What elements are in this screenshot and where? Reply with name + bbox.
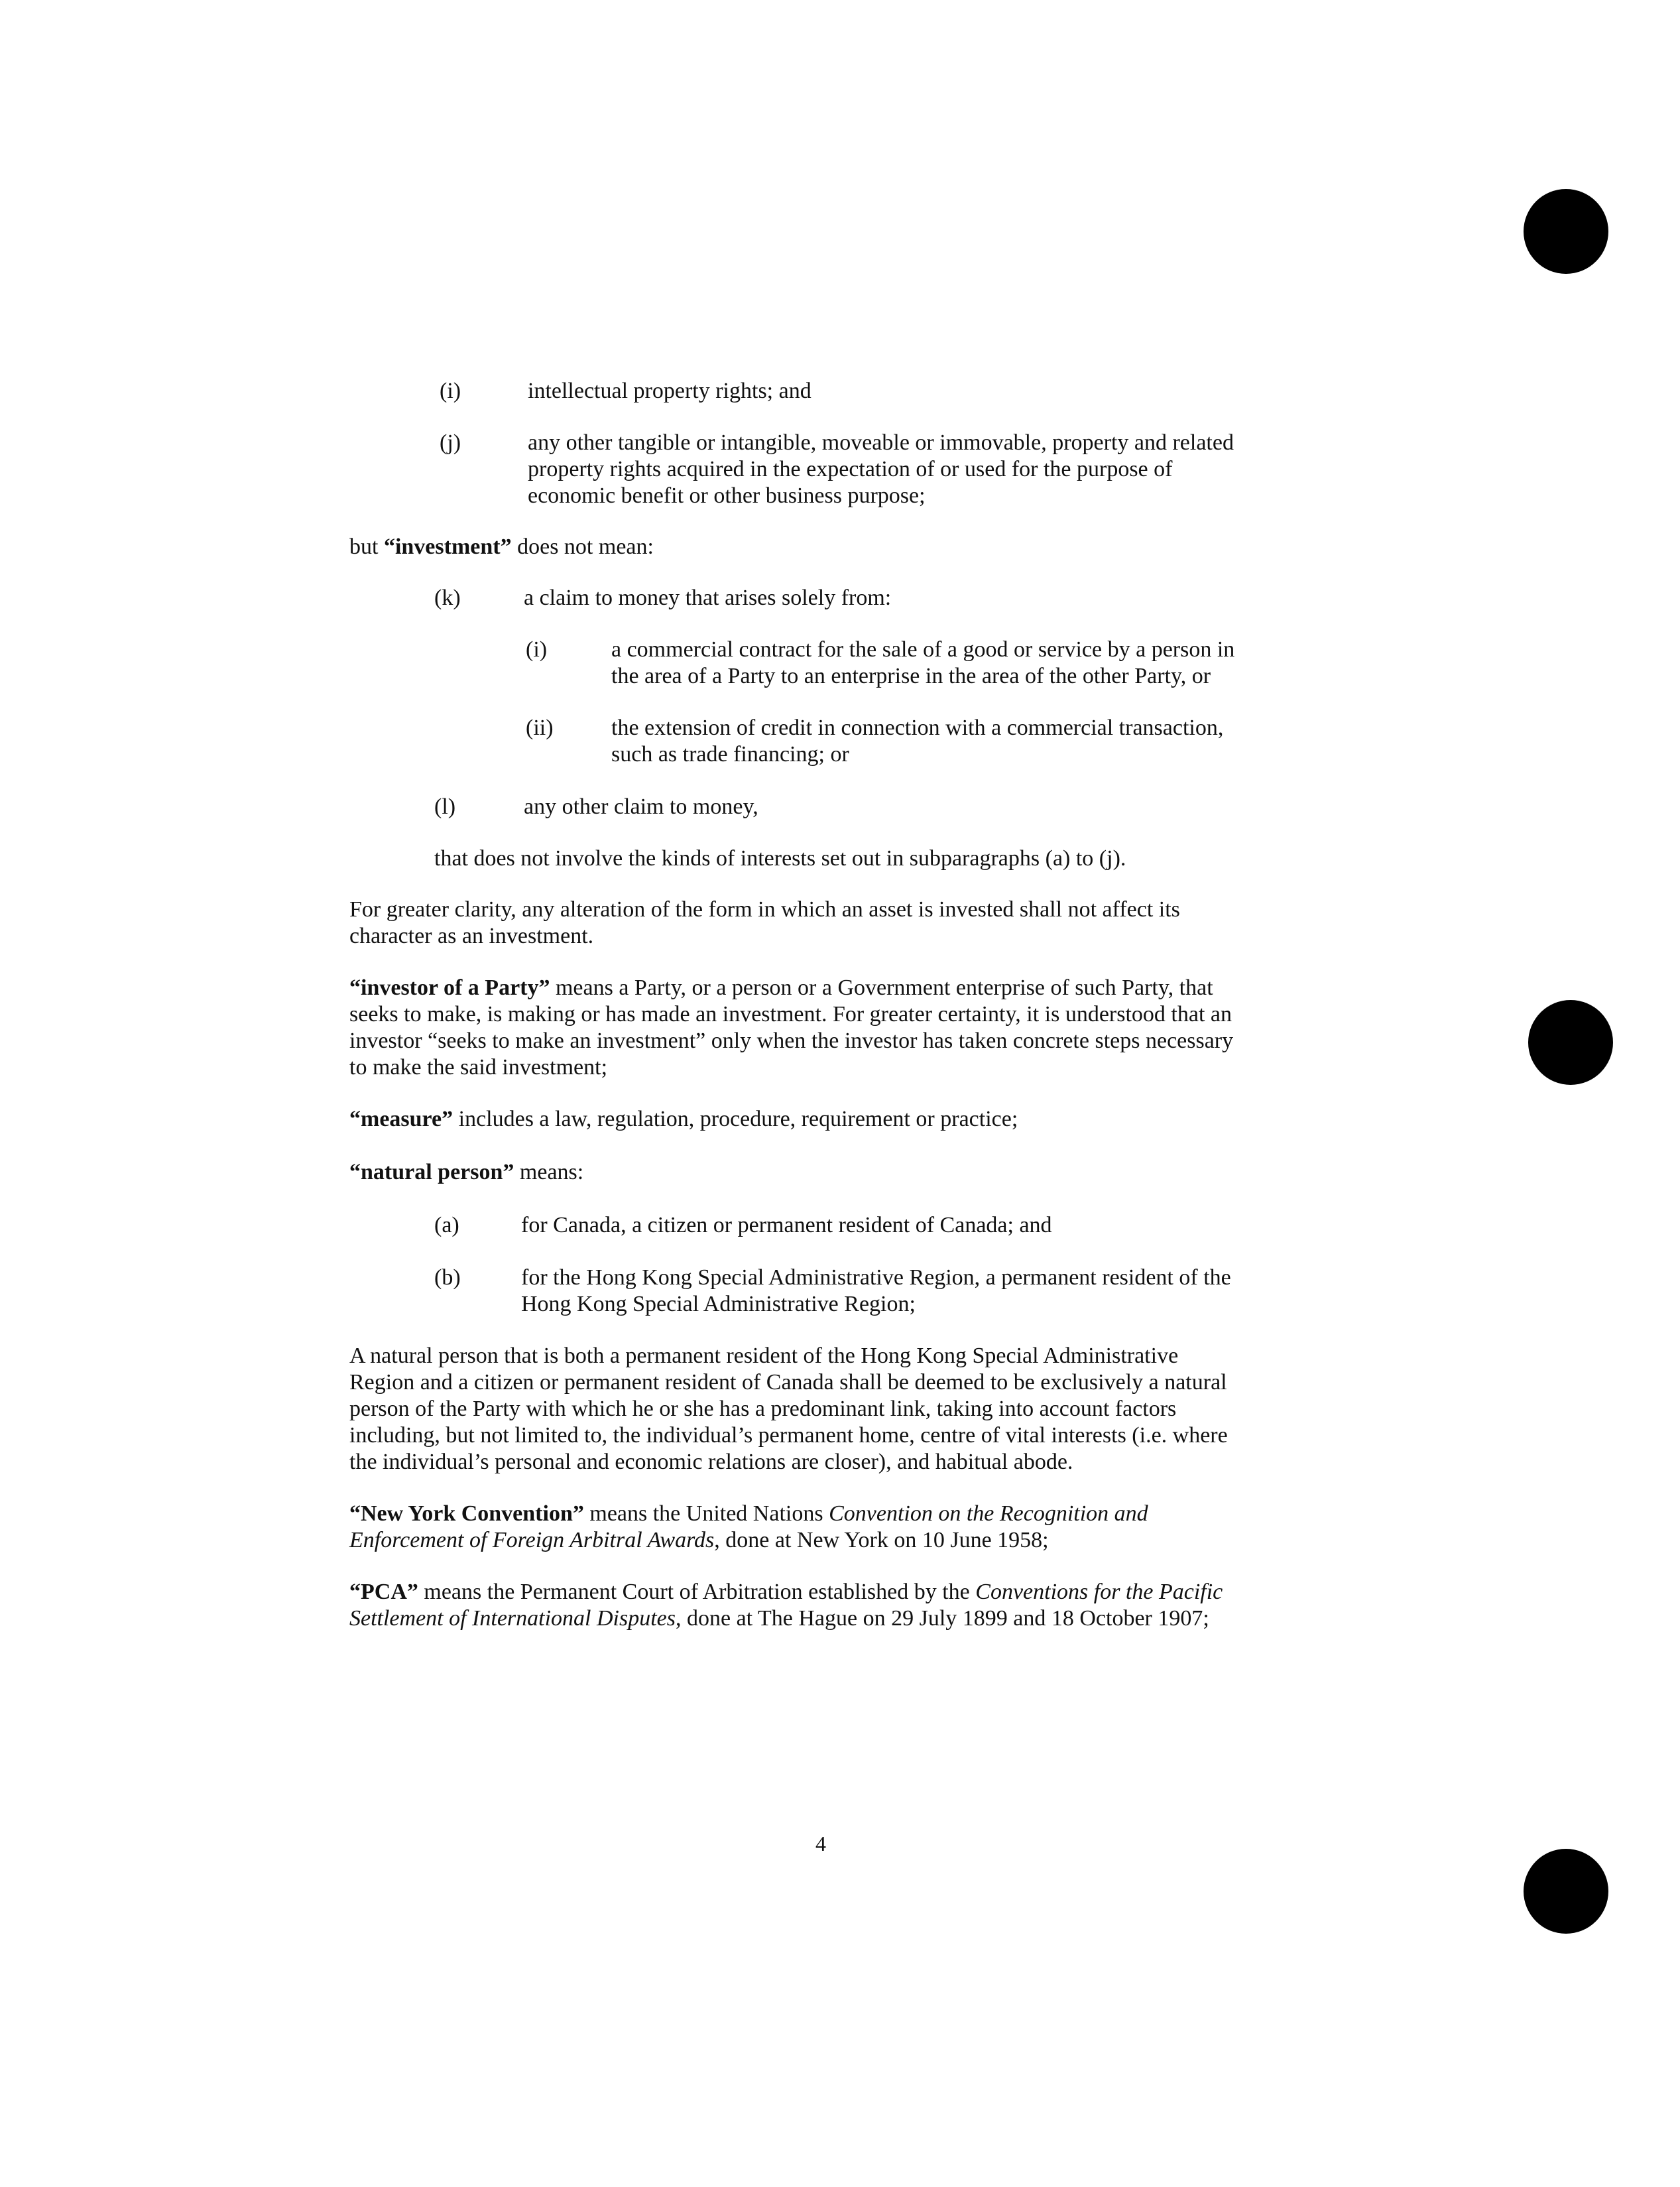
subitem-ii-line: such as trade financing; or: [611, 742, 849, 767]
subitem-i-line: a commercial contract for the sale of a good or service by a person in: [611, 637, 1235, 662]
item-k-label: (k): [434, 586, 461, 610]
investor-definition-first-line: [349, 975, 1213, 1001]
item-j-line: property rights acquired in the expectation of or used for the purpose of: [528, 457, 1173, 481]
item-k-text: a claim to money that arises solely from:: [524, 586, 892, 610]
measure-def-rest: includes a law, regulation, procedure, requirement or practice;: [453, 1107, 1018, 1131]
subitem-ii-label: (ii): [526, 716, 554, 740]
np-paragraph-line: the individual’s personal and economic relations are closer), and habitual abode.: [349, 1450, 1073, 1474]
investment-term: “investment”: [383, 534, 512, 559]
item-i-text: intellectual property rights; and: [528, 379, 811, 403]
item-l-label: (l): [434, 794, 456, 819]
subitem-i-label: (i): [526, 637, 548, 662]
ny-convention-plain-2: , done at New York on 10 June 1958;: [714, 1528, 1049, 1552]
investor-definition-line: investor “seeks to make an investment” only when the investor has taken concrete steps necessary: [349, 1029, 1234, 1053]
np-item-a-text: for Canada, a citizen or permanent resident of Canada; and: [521, 1213, 1052, 1237]
pca-italic-2: Settlement of International Disputes: [349, 1606, 676, 1631]
item-j-line: economic benefit or other business purpose;: [528, 483, 926, 508]
punch-hole-bottom: [1524, 1849, 1608, 1934]
investor-definition-line: seeks to make, is making or has made an investment. For greater certainty, it is understood that an: [349, 1002, 1232, 1027]
np-paragraph-line: Region and a citizen or permanent resident of Canada shall be deemed to be exclusively a natural: [349, 1370, 1227, 1395]
pca-plain-1: means the Permanent Court of Arbitration established by the: [418, 1580, 976, 1604]
item-j-label: (j): [440, 430, 461, 455]
measure-definition: [349, 1106, 1018, 1133]
greater-clarity-line: For greater clarity, any alteration of the form in which an asset is invested shall not affect its: [349, 897, 1180, 922]
ny-convention-term: “New York Convention”: [349, 1501, 584, 1526]
pca-term: “PCA”: [349, 1580, 418, 1604]
pca-line-1: [349, 1579, 1223, 1605]
punch-hole-middle: [1528, 1000, 1613, 1085]
np-paragraph-line: person of the Party with which he or she has a predominant link, taking into account factors: [349, 1397, 1177, 1421]
np-paragraph-line: including, but not limited to, the individual’s permanent home, centre of vital interests (i.e. where: [349, 1423, 1228, 1448]
subitem-i-line: the area of a Party to an enterprise in the area of the other Party, or: [611, 664, 1211, 688]
ny-convention-plain-1: means the United Nations: [583, 1501, 829, 1526]
item-i-label: (i): [440, 379, 461, 403]
but-text: but: [349, 534, 384, 559]
ny-convention-italic-2: Enforcement of Foreign Arbitral Awards: [349, 1528, 715, 1552]
investor-term: “investor of a Party”: [349, 975, 550, 1000]
greater-clarity-line: character as an investment.: [349, 924, 594, 948]
measure-term: “measure”: [349, 1107, 453, 1131]
natural-person-definition: [349, 1159, 583, 1186]
natural-person-def-rest: means:: [514, 1160, 584, 1184]
subitem-ii-line: the extension of credit in connection with a commercial transaction,: [611, 716, 1224, 740]
natural-person-term: “natural person”: [349, 1160, 514, 1184]
item-j-line: any other tangible or intangible, moveable or immovable, property and related: [528, 430, 1234, 455]
np-item-b-line: Hong Kong Special Administrative Region;: [521, 1292, 916, 1316]
ny-convention-line-1: [349, 1501, 1148, 1527]
np-item-b-line: for the Hong Kong Special Administrative Region, a permanent resident of the: [521, 1265, 1231, 1290]
np-paragraph-line: A natural person that is both a permanent resident of the Hong Kong Special Administrative: [349, 1343, 1179, 1368]
does-not-mean-text: does not mean:: [511, 534, 654, 559]
not-involve-text: that does not involve the kinds of interests set out in subparagraphs (a) to (j).: [434, 846, 1126, 871]
np-item-a-label: (a): [434, 1213, 459, 1237]
investor-def-first-rest: means a Party, or a person or a Government enterprise of such Party, that: [550, 975, 1213, 1000]
investment-exclusion-intro: [349, 534, 654, 560]
investor-definition-line: to make the said investment;: [349, 1055, 608, 1080]
page-number: 4: [815, 1832, 826, 1855]
pca-italic-1: Conventions for the Pacific: [975, 1580, 1223, 1604]
ny-convention-line-2: [349, 1527, 1049, 1554]
item-l-text: any other claim to money,: [524, 794, 758, 819]
pca-line-2: [349, 1605, 1209, 1632]
ny-convention-italic-1: Convention on the Recognition and: [829, 1501, 1148, 1526]
pca-plain-2: , done at The Hague on 29 July 1899 and 18 October 1907;: [676, 1606, 1209, 1631]
punch-hole-top: [1524, 189, 1608, 274]
np-item-b-label: (b): [434, 1265, 461, 1290]
